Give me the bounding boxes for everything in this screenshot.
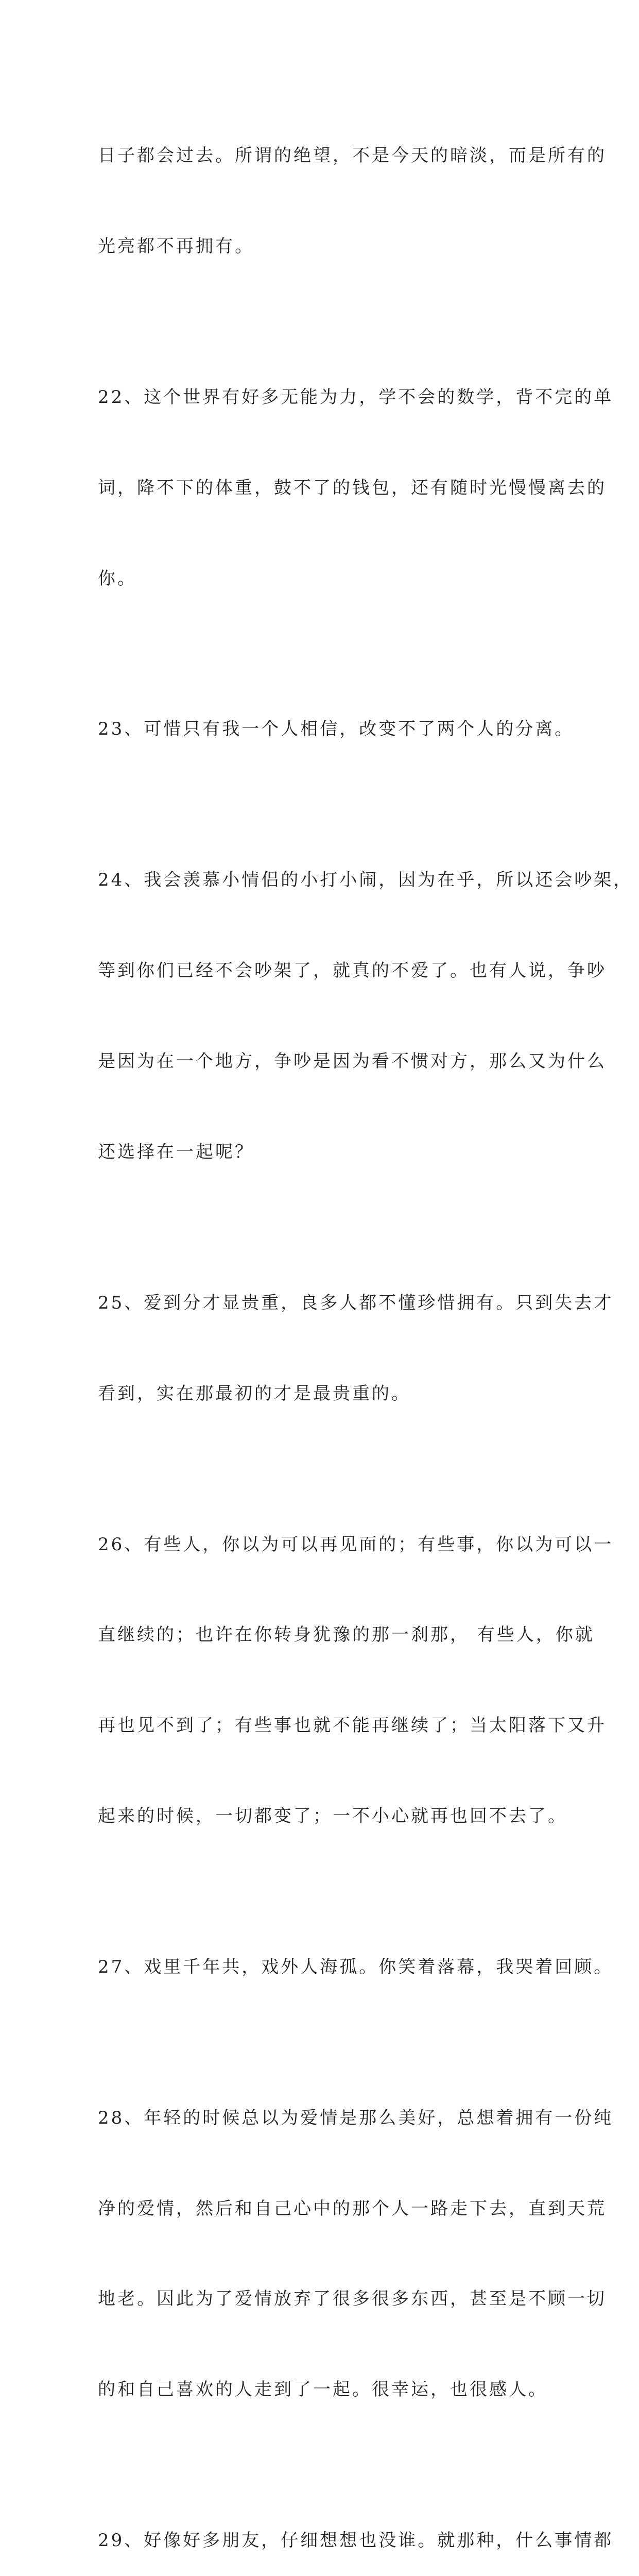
text-line: 地老。因此为了爱情放弃了很多很多东西，甚至是不顾一切 <box>98 2289 607 2310</box>
text-line: 是因为在一个地方，争吵是因为看不惯对方，那么又为什么 <box>98 1051 607 1072</box>
text-line: 再也见不到了；有些事也就不能再继续了；当太阳落下又升 <box>98 1715 607 1736</box>
text-line: 24、我会羡慕小情侣的小打小闹，因为在乎，所以还会吵架， <box>98 870 633 891</box>
paragraph-23 <box>98 654 575 805</box>
text-line: 直继续的；也许在你转身犹豫的那一刹那， 有些人，你就 <box>98 1624 595 1646</box>
document-body <box>98 80 633 2576</box>
text-line: 起来的时候，一切都变了；一不小心就再也回不去了。 <box>98 1805 567 1826</box>
paragraph-27 <box>98 1892 614 2043</box>
text-line: 的和自己喜欢的人走到了一起。很幸运，也很感人。 <box>98 2379 548 2400</box>
text-line: 23、可惜只有我一个人相信，改变不了两个人的分离。 <box>98 719 575 740</box>
text-line: 词，降不下的体重，鼓不了的钱包，还有随时光慢慢离去的 <box>98 477 607 498</box>
text-line: 29、好像好多朋友，仔细想想也没谁。就那种，什么事情都 <box>98 2530 614 2551</box>
text-line: 等到你们已经不会吵架了，就真的不爱了。也有人说，争吵 <box>98 960 607 981</box>
text-line: 净的爱情，然后和自己心中的那个人一路走下去，直到天荒 <box>98 2198 607 2219</box>
text-line: 27、戏里千年共，戏外人海孤。你笑着落幕，我哭着回顾。 <box>98 1956 614 1977</box>
paragraph-25 <box>98 1228 614 1469</box>
text-line: 28、年轻的时候总以为爱情是那么美好，总想着拥有一份纯 <box>98 2107 614 2128</box>
text-line: 看到，实在那最初的才是最贵重的。 <box>98 1383 411 1404</box>
paragraph-29 <box>98 2465 614 2576</box>
paragraph-24 <box>98 805 633 1227</box>
text-line: 22、这个世界有好多无能为力，学不会的数学，背不完的单 <box>98 386 614 408</box>
text-line: 25、爱到分才显贵重，良多人都不懂珍惜拥有。只到失去才 <box>98 1292 614 1313</box>
paragraph-22 <box>98 322 614 654</box>
text-line: 你。 <box>98 568 137 589</box>
text-line: 26、有些人，你以为可以再见面的；有些事，你以为可以一 <box>98 1534 614 1555</box>
paragraph-26 <box>98 1469 614 1891</box>
paragraph-continued <box>98 80 607 322</box>
text-line: 光亮都不再拥有。 <box>98 235 254 257</box>
paragraph-28 <box>98 2043 614 2465</box>
text-line: 日子都会过去。所谓的绝望，不是今天的暗淡，而是所有的 <box>98 145 607 166</box>
text-line: 还选择在一起呢？ <box>98 1141 254 1162</box>
